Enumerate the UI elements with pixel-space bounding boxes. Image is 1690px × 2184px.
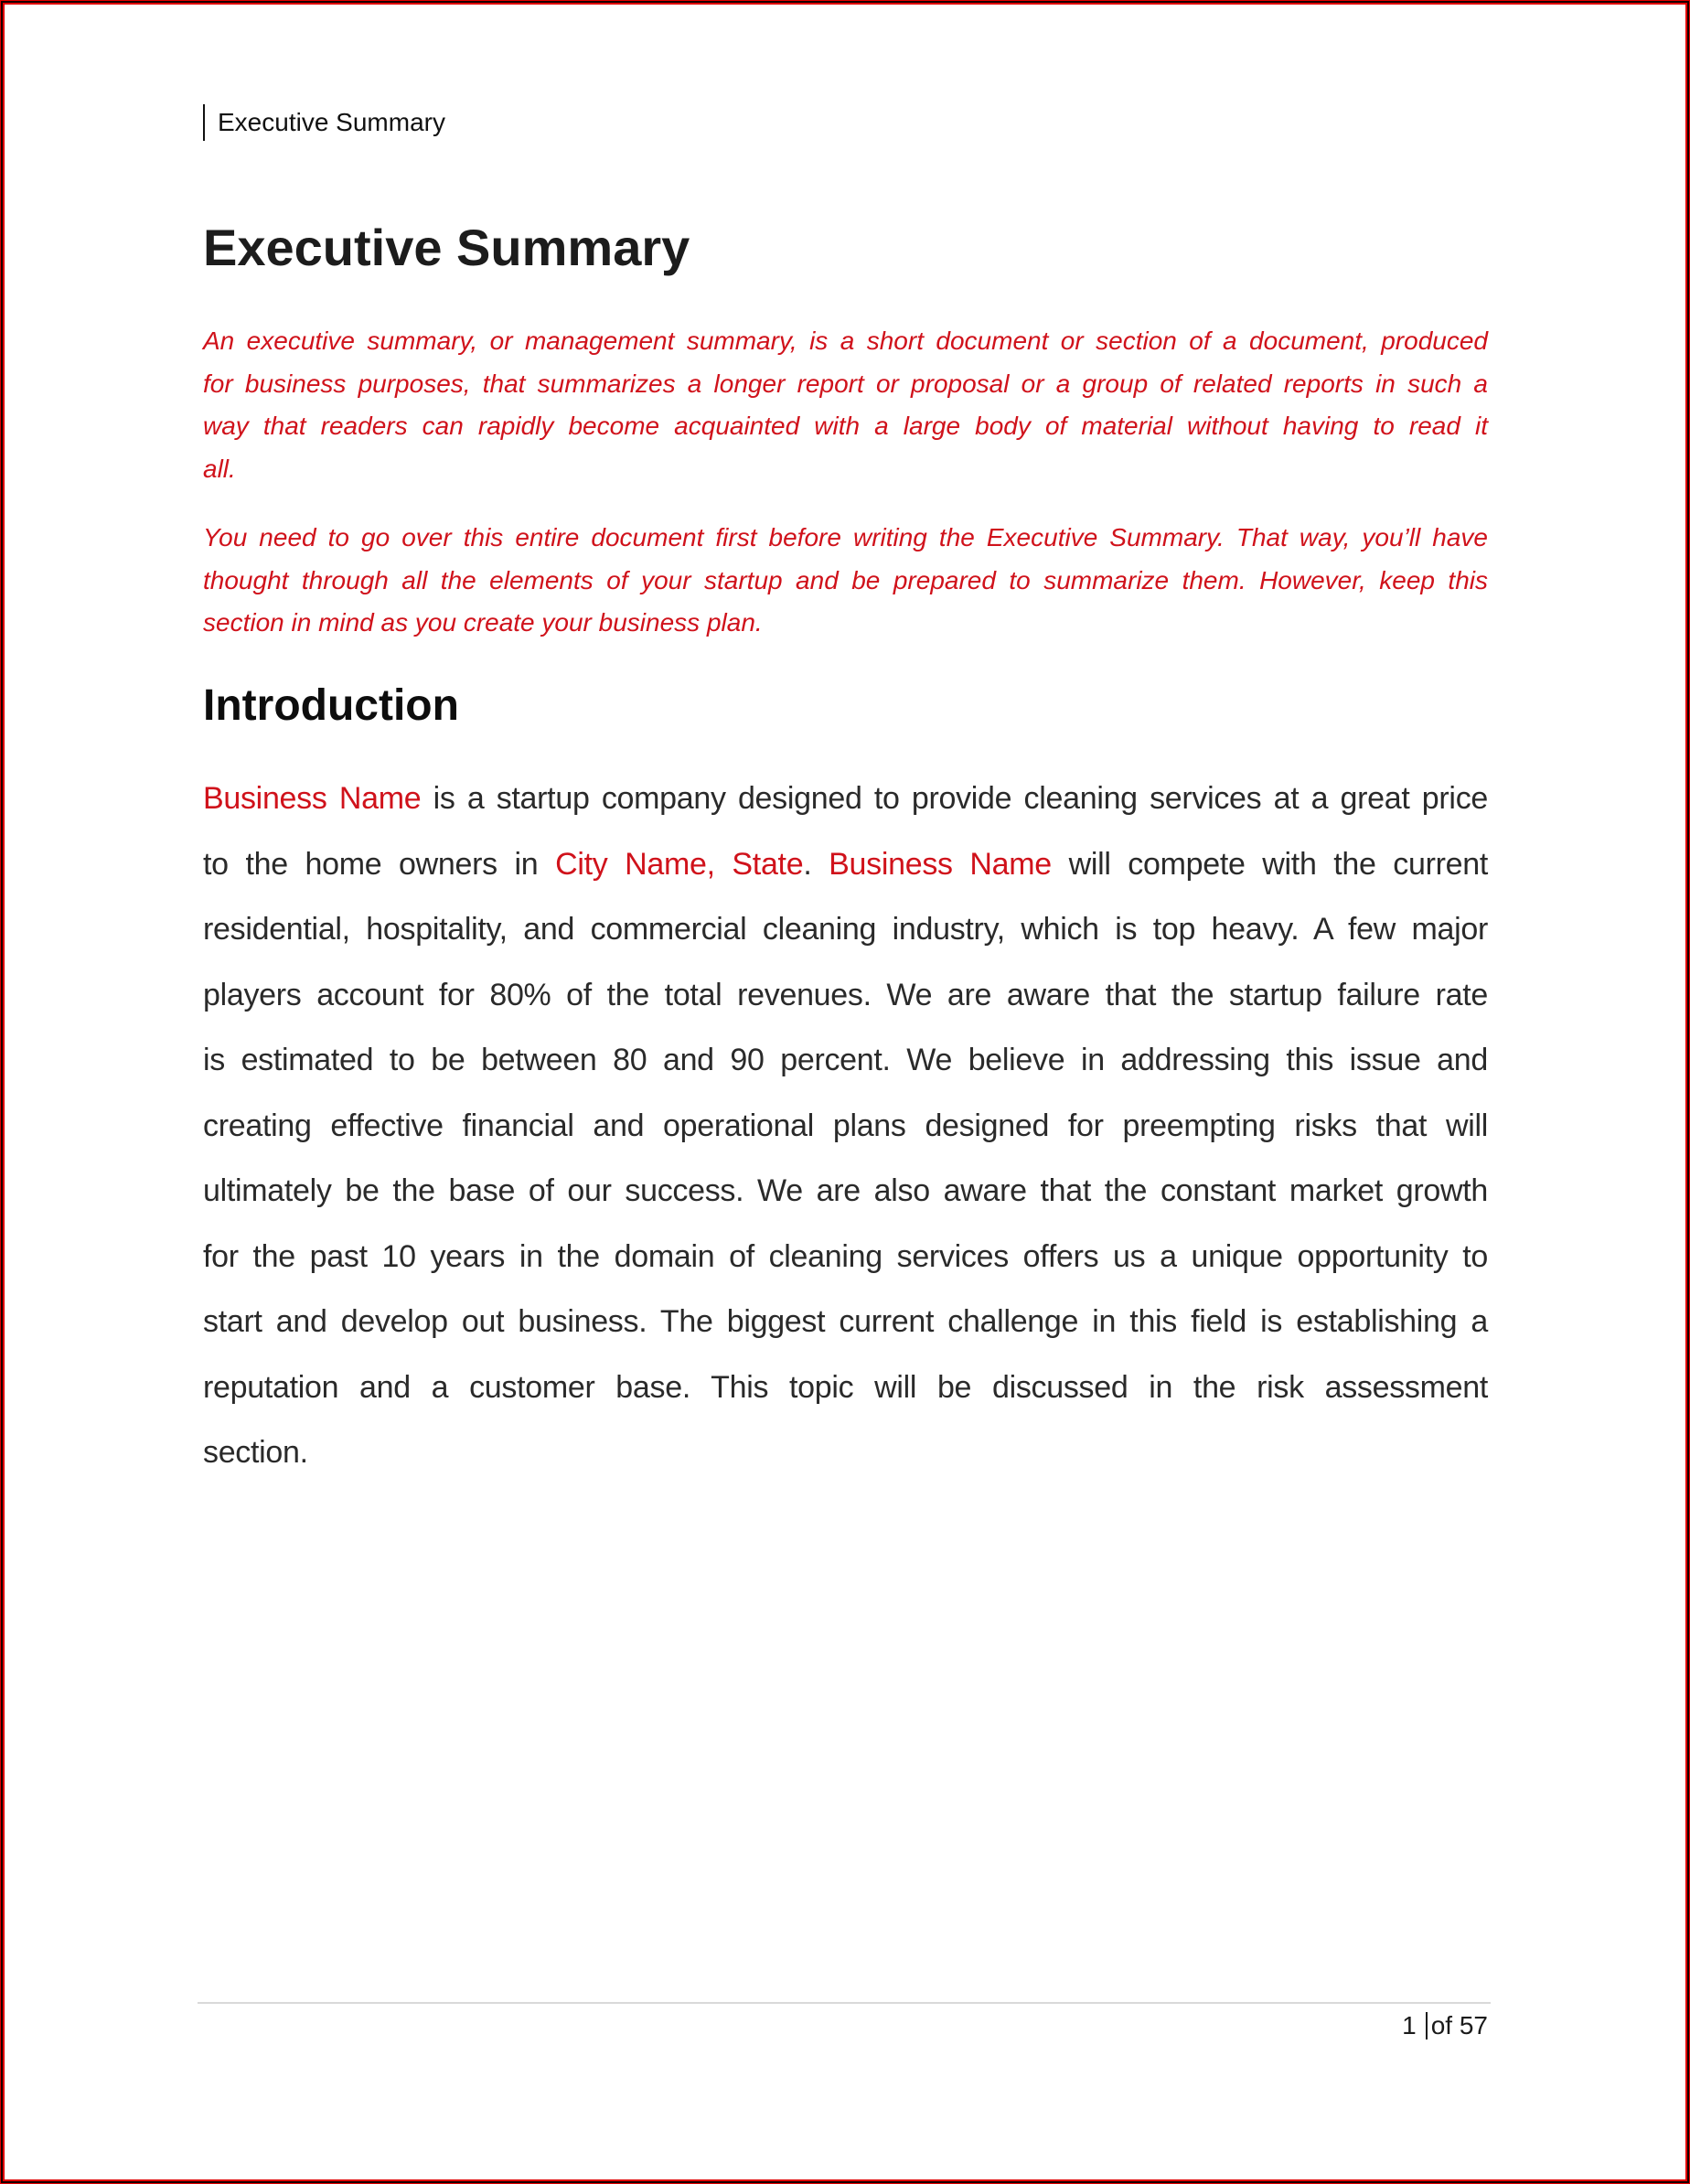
guidance-paragraph-2 — [203, 517, 1488, 645]
text-segment: is a startup company designed to provide cleaning services at a great price — [421, 781, 1488, 816]
text-line: is estimated to be between 80 and 90 percent. We believe in addressing this issue and — [203, 1043, 1488, 1077]
placeholder-business-name: Business Name — [203, 781, 422, 816]
text-line: section. — [203, 1435, 308, 1470]
text-line: An executive summary, or management summary, is a short document or section of a document, produced — [203, 327, 1488, 355]
text-line: residential, hospitality, and commercial cleaning industry, which is top heavy. A few major — [203, 912, 1488, 947]
page-separator — [1426, 2012, 1428, 2039]
text-line: all. — [203, 454, 236, 483]
text-line: thought through all the elements of your startup and be prepared to summarize them. However, keep this — [203, 565, 1488, 594]
page-number — [1280, 2007, 1488, 2044]
text-line — [203, 832, 1488, 898]
page-of-total: of 57 — [1430, 2011, 1488, 2039]
placeholder-city-state: City Name, State — [555, 846, 804, 882]
page-title: Executive Summary — [203, 219, 690, 276]
section-heading-introduction: Introduction — [203, 681, 459, 730]
text-line — [203, 766, 1488, 832]
text-line: for business purposes, that summarizes a longer report or proposal or a group of related reports in such a — [203, 369, 1488, 398]
text-segment: to the home owners in — [203, 846, 556, 882]
text-line: way that readers can rapidly become acquainted with a large body of material without having to read it — [203, 412, 1488, 440]
text-line: reputation and a customer base. This topic will be discussed in the risk assessment — [203, 1369, 1488, 1405]
text-line: start and develop out business. The biggest current challenge in this field is establishing a — [203, 1304, 1488, 1339]
footer-divider — [198, 2002, 1491, 2004]
text-line: You need to go over this entire document first before writing the Executive Summary. That way, you’ll have — [203, 523, 1488, 551]
text-line: ultimately be the base of our success. We are also aware that the constant market growth — [203, 1173, 1488, 1208]
page-current: 1 — [1402, 2011, 1417, 2039]
guidance-paragraph-1 — [203, 320, 1488, 490]
text-line: section in mind as you create your business plan. — [203, 608, 763, 637]
text-segment: . — [803, 846, 829, 882]
text-line: players account for 80% of the total revenues. We are aware that the startup failure rate — [203, 977, 1488, 1012]
text-segment: will compete with the current — [1051, 846, 1489, 882]
running-header: Executive Summary — [203, 104, 445, 141]
text-line: creating effective financial and operational plans designed for preempting risks that will — [203, 1108, 1488, 1143]
text-line: for the past 10 years in the domain of cleaning services offers us a unique opportunity to — [203, 1238, 1488, 1274]
introduction-paragraph — [203, 766, 1488, 1486]
placeholder-business-name: Business Name — [829, 846, 1052, 882]
